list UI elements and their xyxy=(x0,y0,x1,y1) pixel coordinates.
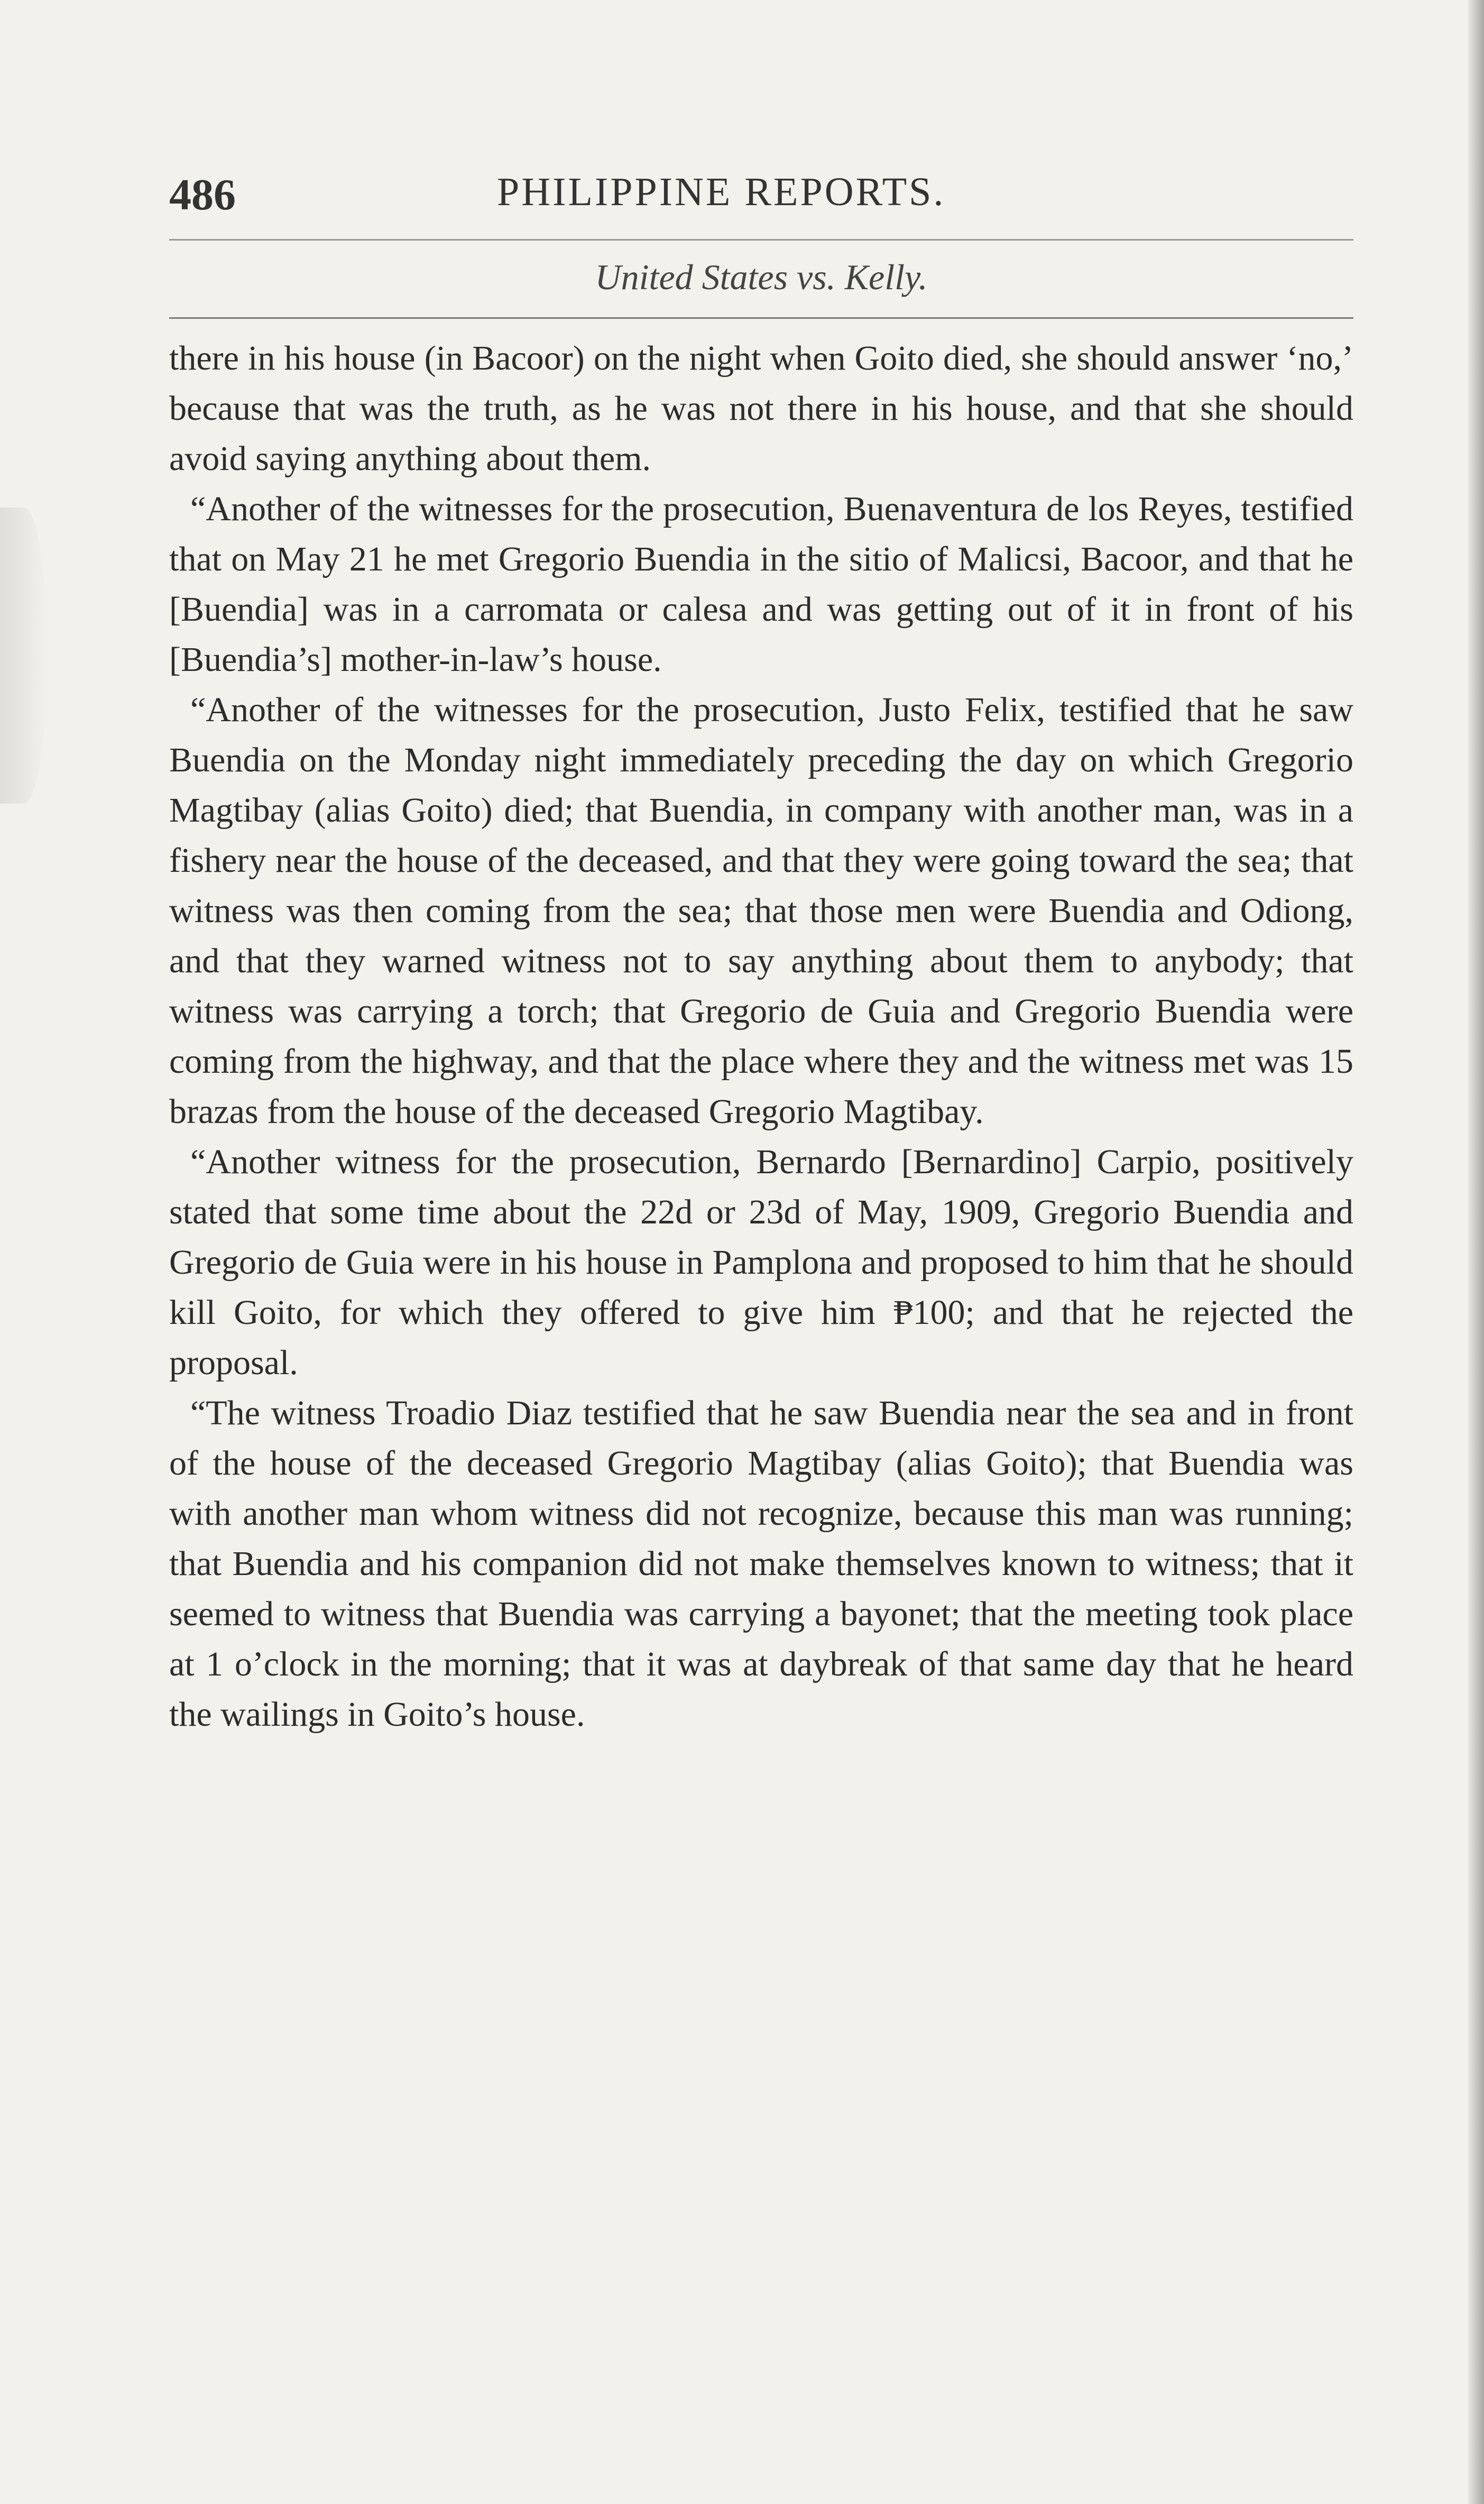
page-content xyxy=(169,159,1353,1734)
case-title: United States vs. Kelly. xyxy=(595,257,928,297)
case-title-rule xyxy=(169,317,1353,319)
paragraph: there in his house (in Bacoor) on the night when Goito died, she should answer ‘no,’ because that was the truth, as he was not there in his house, and that she should avoid saying anything about them. xyxy=(169,339,1353,478)
header-rule xyxy=(169,239,1353,241)
running-title: PHILIPPINE REPORTS. xyxy=(497,170,946,214)
page-edge-shadow xyxy=(0,508,48,804)
paragraph: “Another of the witnesses for the prosecution, Buenaventura de los Reyes, testified that on May 21 he met Gregorio Buendia in the sitio of Malicsi, Bacoor, and that he [Buendia] was in a carromata or calesa and was getting out of it in front of his [Buendia’s] mother-in-law’s house. xyxy=(169,490,1353,679)
paragraph: “Another of the witnesses for the prosecution, Justo Felix, testified that he saw Buendia on the Monday night immediately preceding the day on which Gregorio Magtibay (alias Goito) died; that Buendia, in company with another man, was in a fishery near the house of the deceased, and that they were going toward the sea; that witness was then coming from the sea; that those men were Buendia and Odiong, and that they warned witness not to say anything about them to anybody; that witness was carrying a torch; that Gregorio de Guia and Gregorio Buendia were coming from the highway, and that the place where they and the witness met was 15 brazas from the house of the deceased Gregorio Magtibay. xyxy=(169,691,1353,1131)
binding-shadow xyxy=(1468,0,1484,2504)
paragraph: “Another witness for the prosecution, Bernardo [Bernardino] Carpio, positively stated that some time about the 22d or 23d of May, 1909, Gregorio Buendia and Gregorio de Guia were in his house in Pamplona and proposed to him that he should kill Goito, for which they offered to give him ₱100; and that he rejected the proposal. xyxy=(169,1143,1353,1382)
paragraph: “The witness Troadio Diaz testified that he saw Buendia near the sea and in front of the house of the deceased Gregorio Magtibay (alias Goito); that Buendia was with another man whom witness did not recognize, because this man was running; that Buendia and his companion did not make themselves known to witness; that it seemed to witness that Buendia was carrying a bayonet; that the meeting took place at 1 o’clock in the morning; that it was at daybreak of that same day that he heard the wailings in Goito’s house. xyxy=(169,1394,1353,1734)
page-header xyxy=(169,159,1353,222)
page-number: 486 xyxy=(169,170,236,219)
body-text xyxy=(169,333,1353,1739)
